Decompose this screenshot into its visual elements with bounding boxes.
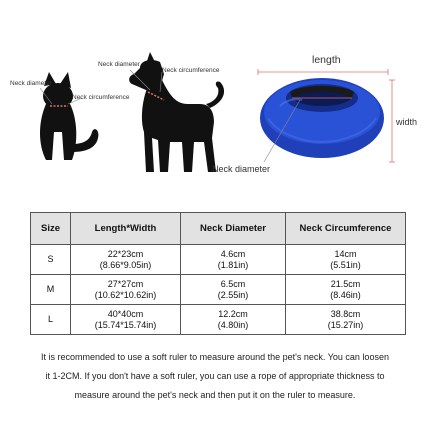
cm-value: 21.5cm (330, 278, 361, 289)
length-width-cell (71, 245, 181, 275)
cm-value: 40*40cm (107, 308, 144, 319)
length-width-cell (71, 305, 181, 335)
in-value: (8.66*9.05in) (99, 259, 152, 270)
note-line-1: It is recommended to use a soft ruler to measure around the pet's neck. You can loosen (41, 352, 389, 362)
cm-value: 27*27cm (107, 278, 144, 289)
cm-value: 14cm (334, 248, 357, 259)
in-value: (8.46in) (330, 289, 361, 300)
table-row (31, 305, 406, 335)
header-neck-circumference: Neck Circumference (286, 213, 406, 245)
collar-neck-diameter-label: Neck diameter (212, 164, 271, 174)
table-row (31, 275, 406, 305)
length-label: length (312, 54, 341, 66)
in-value: (4.80in) (217, 319, 249, 330)
dog-neck-diameter-label: Neck diameter (98, 61, 140, 68)
header-size: Size (31, 213, 71, 245)
in-value: (15.27in) (327, 319, 364, 330)
neck-circumference-cell (286, 275, 406, 305)
in-value: (10.62*10.62in) (94, 289, 157, 300)
header-neck-diameter: Neck Diameter (181, 213, 286, 245)
illustration-area (0, 0, 430, 200)
inflatable-collar-icon (260, 78, 384, 158)
size-cell: M (31, 275, 71, 305)
cat-neck-diameter-label: Neck diameter (10, 80, 52, 87)
cm-value: 22*23cm (107, 248, 144, 259)
cm-value: 4.6cm (220, 248, 246, 259)
measurement-note (10, 348, 420, 405)
in-value: (1.81in) (217, 259, 249, 270)
cm-value: 6.5cm (220, 278, 246, 289)
length-width-cell (71, 275, 181, 305)
table-row (31, 245, 406, 275)
size-cell: S (31, 245, 71, 275)
in-value: (15.74*15.74in) (94, 319, 157, 330)
neck-diameter-cell (181, 275, 286, 305)
neck-diameter-cell (181, 245, 286, 275)
cat-neck-circumference-label: Neck circumference (72, 94, 130, 101)
cm-value: 12.2cm (218, 308, 248, 319)
note-line-3: measure around the pet's neck and then put it on the ruler to measure. (74, 390, 356, 400)
header-length-width: Length*Width (71, 213, 181, 245)
note-line-2: it 1-2CM. If you don't have a soft ruler, you can use a rope of appropriate thickness to (45, 371, 385, 381)
neck-circumference-cell (286, 245, 406, 275)
cm-value: 38.8cm (330, 308, 361, 319)
size-cell: L (31, 305, 71, 335)
size-table (30, 212, 406, 335)
neck-circumference-cell (286, 305, 406, 335)
dog-neck-circumference-label: Neck circumference (162, 67, 220, 74)
in-value: (2.55in) (217, 289, 249, 300)
in-value: (5.51in) (330, 259, 361, 270)
neck-diameter-cell (181, 305, 286, 335)
table-header-row (31, 213, 406, 245)
width-label: width (396, 117, 418, 127)
